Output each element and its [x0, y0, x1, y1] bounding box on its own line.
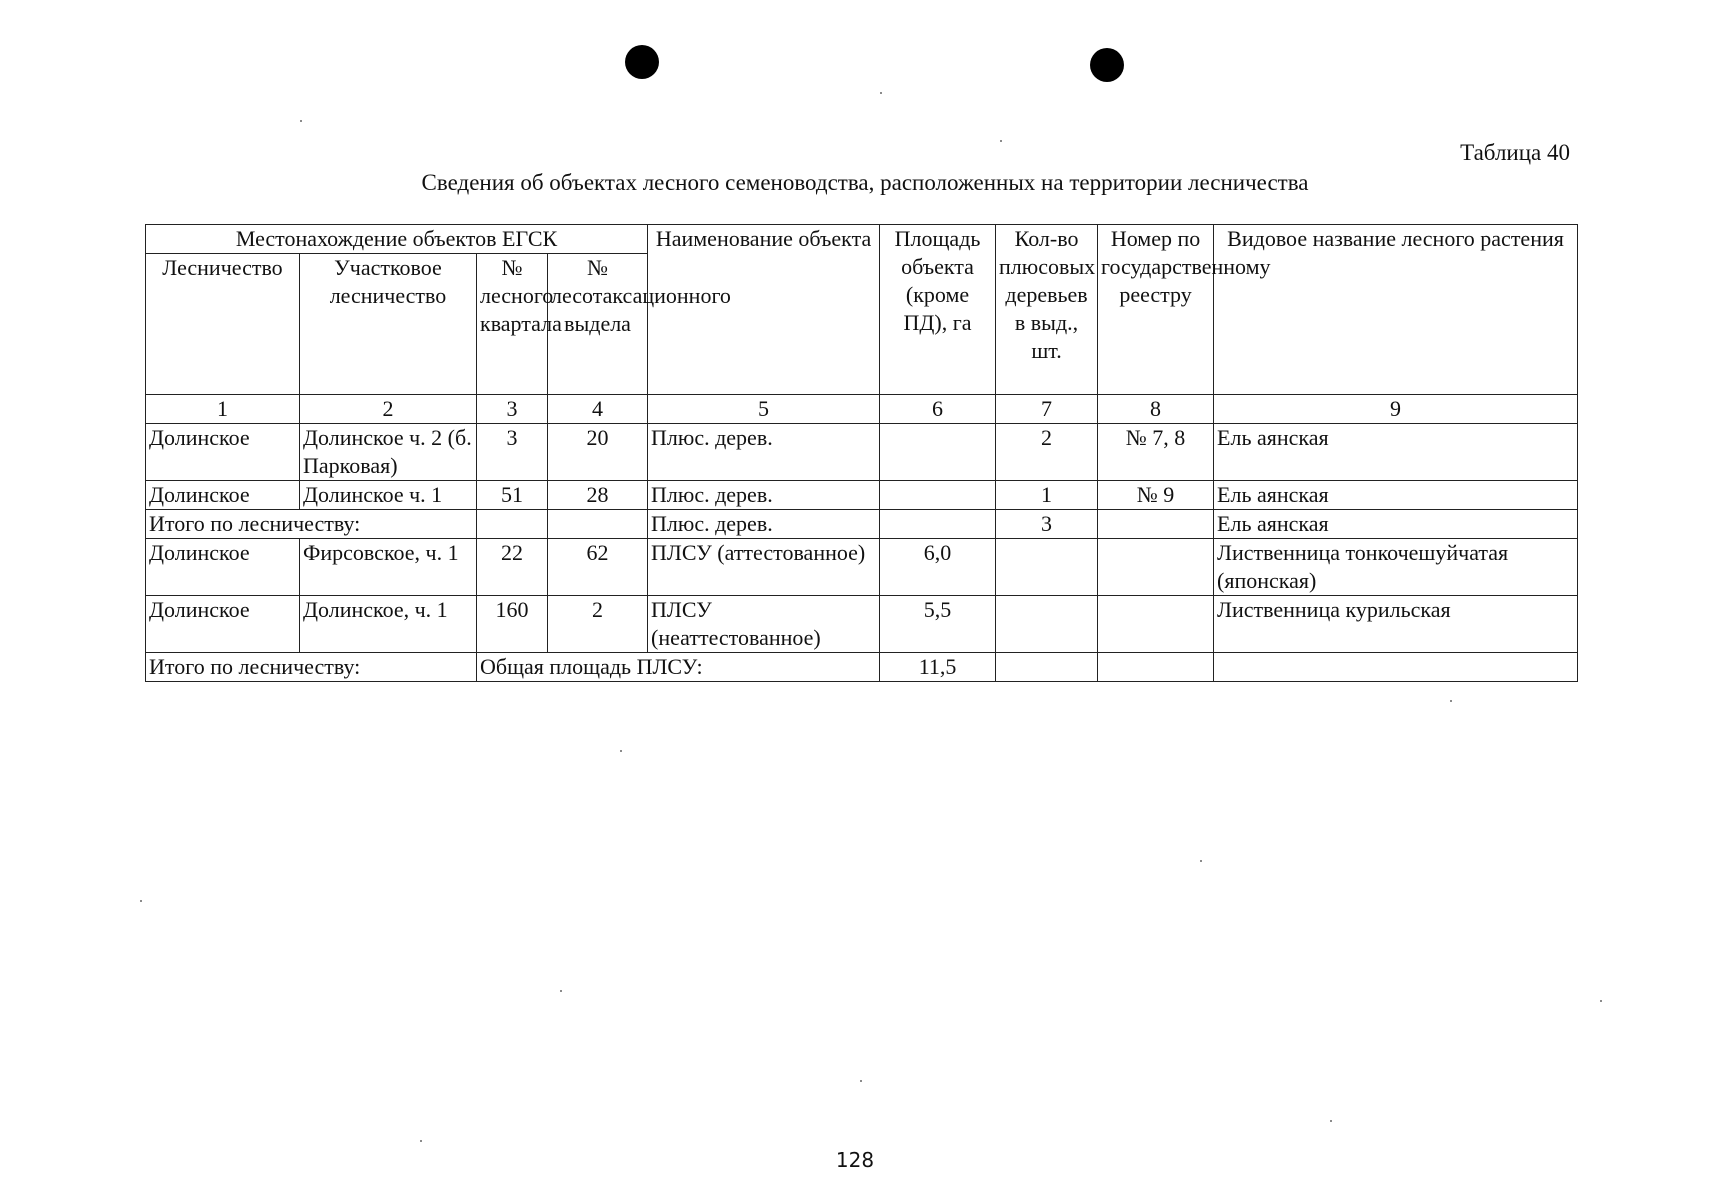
cell-district: Долинское ч. 2 (б. Парковая)	[300, 424, 477, 481]
cell-quarter: 51	[477, 481, 548, 510]
table-row	[146, 424, 1578, 481]
cell-count: 1	[996, 481, 1098, 510]
column-number: 7	[996, 395, 1098, 424]
scan-speck	[1000, 140, 1002, 142]
table-row	[146, 539, 1578, 596]
cell-species: Лиственница тонкочешуйчатая (японская)	[1214, 539, 1578, 596]
subtotal-row	[146, 510, 1578, 539]
cell-quarter: 22	[477, 539, 548, 596]
cell-area	[880, 481, 996, 510]
column-number: 4	[548, 395, 648, 424]
cell-species: Ель аянская	[1214, 424, 1578, 481]
scan-speck	[560, 990, 562, 992]
header-quarter-no: № лесного квартала	[477, 254, 548, 395]
seed-objects-table	[145, 224, 1578, 682]
column-number: 2	[300, 395, 477, 424]
cell-quarter: 160	[477, 596, 548, 653]
header-forestry: Лесничество	[146, 254, 300, 395]
page-number: 128	[835, 1148, 875, 1172]
scan-speck	[880, 92, 882, 94]
cell-register: № 7, 8	[1098, 424, 1214, 481]
column-number: 3	[477, 395, 548, 424]
total-label: Итого по лесничеству:	[146, 653, 477, 682]
cell-count	[996, 596, 1098, 653]
cell-object: Плюс. дерев.	[648, 481, 880, 510]
cell-subcompartment: 28	[548, 481, 648, 510]
column-number: 1	[146, 395, 300, 424]
cell-area	[880, 510, 996, 539]
subtotal-label: Итого по лесничеству:	[146, 510, 477, 539]
cell-subcompartment: 2	[548, 596, 648, 653]
cell-area: 6,0	[880, 539, 996, 596]
column-number-row	[146, 395, 1578, 424]
scan-speck	[1330, 1120, 1332, 1122]
header-state-register-no: Номер по государственному реестру	[1098, 225, 1214, 395]
scan-speck	[620, 750, 622, 752]
cell-area	[880, 424, 996, 481]
header-subcompartment-no: № лесотаксационного выдела	[548, 254, 648, 395]
cell-register	[1098, 539, 1214, 596]
table-number: Таблица 40	[1460, 140, 1570, 165]
table-title: Сведения об объектах лесного семеноводства, расположенных на территории лесничества	[421, 170, 1309, 195]
header-location-group: Местонахождение объектов ЕГСК	[146, 225, 648, 254]
header-plus-trees-count: Кол-во плюсовых деревьев в выд., шт.	[996, 225, 1098, 395]
cell-species: Ель аянская	[1214, 481, 1578, 510]
cell-subcompartment: 20	[548, 424, 648, 481]
table-row	[146, 596, 1578, 653]
table-row	[146, 481, 1578, 510]
header-row-1	[146, 225, 1578, 254]
scan-speck	[300, 120, 302, 122]
cell-count: 3	[996, 510, 1098, 539]
cell-forestry: Долинское	[146, 539, 300, 596]
cell-register	[1098, 653, 1214, 682]
cell-count: 2	[996, 424, 1098, 481]
cell-species: Лиственница курильская	[1214, 596, 1578, 653]
column-number: 9	[1214, 395, 1578, 424]
total-area-label: Общая площадь ПЛСУ:	[477, 653, 880, 682]
cell-subcompartment: 62	[548, 539, 648, 596]
cell-area: 5,5	[880, 596, 996, 653]
header-species-name: Видовое название лесного растения	[1214, 225, 1578, 395]
cell-forestry: Долинское	[146, 481, 300, 510]
column-number: 6	[880, 395, 996, 424]
cell-quarter: 3	[477, 424, 548, 481]
header-area: Площадь объекта (кроме ПД), га	[880, 225, 996, 395]
total-row	[146, 653, 1578, 682]
cell-register	[1098, 510, 1214, 539]
column-number: 8	[1098, 395, 1214, 424]
punch-hole-left	[625, 45, 659, 79]
cell-district: Долинское ч. 1	[300, 481, 477, 510]
cell-forestry: Долинское	[146, 596, 300, 653]
cell-subcompartment	[548, 510, 648, 539]
punch-hole-right	[1090, 48, 1124, 82]
scan-speck	[1200, 860, 1202, 862]
cell-register	[1098, 596, 1214, 653]
header-district-forestry: Участковое лесничество	[300, 254, 477, 395]
cell-object: ПЛСУ (неаттестованное)	[648, 596, 880, 653]
cell-count	[996, 539, 1098, 596]
cell-object: Плюс. дерев.	[648, 424, 880, 481]
total-area-value: 11,5	[880, 653, 996, 682]
scan-speck	[1450, 700, 1452, 702]
scan-speck	[1600, 1000, 1602, 1002]
column-number: 5	[648, 395, 880, 424]
cell-forestry: Долинское	[146, 424, 300, 481]
cell-object: Плюс. дерев.	[648, 510, 880, 539]
cell-species: Ель аянская	[1214, 510, 1578, 539]
cell-district: Фирсовское, ч. 1	[300, 539, 477, 596]
header-object-name: Наименование объекта	[648, 225, 880, 395]
cell-species	[1214, 653, 1578, 682]
cell-register: № 9	[1098, 481, 1214, 510]
cell-count	[996, 653, 1098, 682]
scan-speck	[420, 1140, 422, 1142]
cell-district: Долинское, ч. 1	[300, 596, 477, 653]
cell-object: ПЛСУ (аттестованное)	[648, 539, 880, 596]
scan-speck	[860, 1080, 862, 1082]
cell-quarter	[477, 510, 548, 539]
scan-speck	[140, 900, 142, 902]
